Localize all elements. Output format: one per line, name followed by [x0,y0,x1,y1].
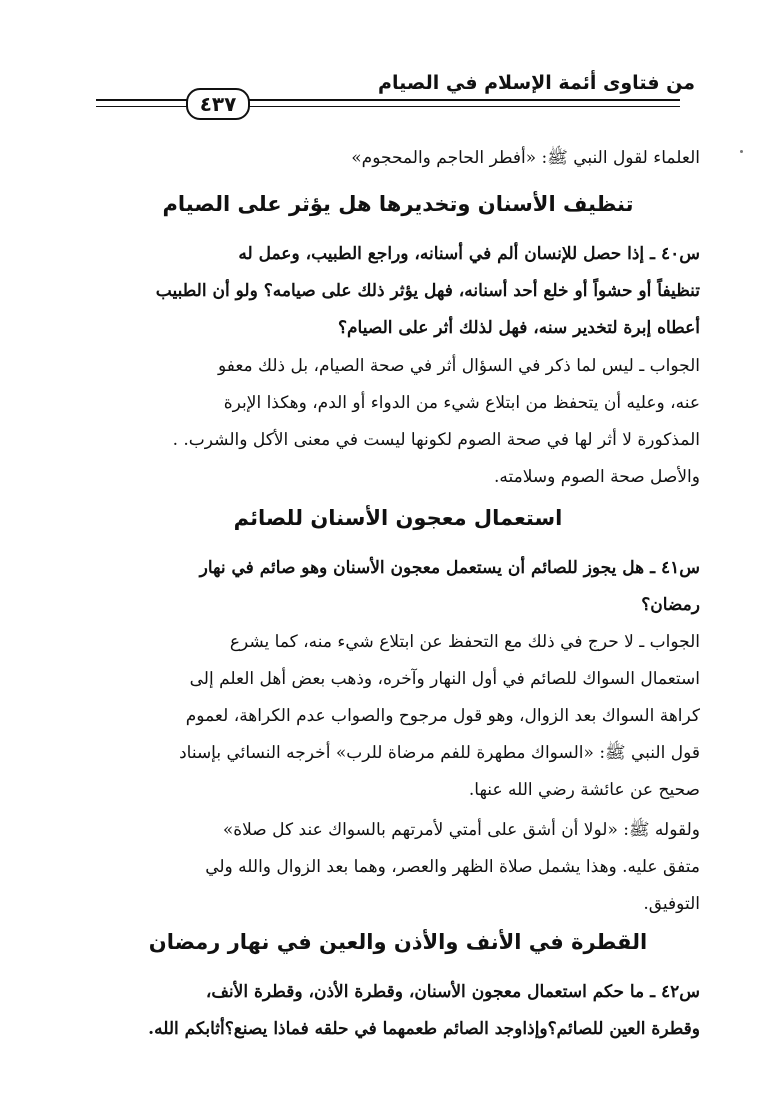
header-rule-right-thin [246,106,680,107]
text-line: العلماء لقول النبي ﷺ: «أفطر الحاجم والمحجوم» [351,148,700,168]
question-41 [96,550,700,624]
text-line: س٤٠ ـ إذا حصل للإنسان ألم في أسنانه، وراجع الطبيب، وعمل له [238,244,700,264]
text-line: استعمال السواك للصائم في أول النهار وآخره، وذهب بعض أهل العلم إلى [189,669,700,689]
text-line: متفق عليه. وهذا يشمل صلاة الظهر والعصر، وهما بعد الزوال والله ولي [205,857,700,877]
text-line: صحيح عن عائشة رضي الله عنها. [468,780,700,800]
text-line: رمضان؟ [641,595,700,615]
page-number: ٤٣٧ [186,88,250,120]
text-line: الجواب ـ لا حرج في ذلك مع التحفظ عن ابتلاع شيء منه، كما يشرع [229,632,700,652]
text-line: عنه، وعليه أن يتحفظ من ابتلاع شيء من الدواء أو الدم، وهكذا الإبرة [223,393,700,413]
scan-speck [740,150,743,153]
text-line: المذكورة لا أثر لها في صحة الصوم لكونها ليست في معنى الأكل والشرب. . [172,430,700,450]
text-line: كراهة السواك بعد الزوال، وهو قول مرجوح والصواب عدم الكراهة، لعموم [185,706,700,726]
section-heading-teeth-cleaning: تنظيف الأسنان وتخديرها هل يؤثر على الصيام [162,192,634,216]
text-line: أعطاه إبرة لتخدير سنه، فهل لذلك أثر على الصيام؟ [337,318,700,338]
running-header-title: من فتاوى أئمة الإسلام في الصيام [378,72,695,94]
answer-40 [96,348,700,496]
question-40 [96,236,700,347]
text-line: التوفيق. [643,894,700,914]
text-line: س٤١ ـ هل يجوز للصائم أن يستعمل معجون الأسنان وهو صائم في نهار [199,558,700,578]
answer-41 [96,624,700,809]
header-rule-left-thin [96,106,188,107]
text-line: ولقوله ﷺ: «لولا أن أشق على أمتي لأمرتهم بالسواك عند كل صلاة» [222,820,700,840]
hadith-paragraph [96,812,700,923]
text-line: الجواب ـ ليس لما ذكر في السؤال أثر في صحة الصيام، بل ذلك معفو [217,356,700,376]
header-rule-right-thick [246,99,680,101]
section-heading-toothpaste: استعمال معجون الأسنان للصائم [233,506,563,530]
text-line: والأصل صحة الصوم وسلامته. [494,467,700,487]
question-42 [96,974,700,1048]
text-line: قول النبي ﷺ: «السواك مطهرة للفم مرضاة للرب» أخرجه النسائي بإسناد [179,743,700,763]
text-line: وقطرة العين للصائم؟وإذاوجد الصائم طعمهما في حلقه فماذا يصنع؟أثابكم الله. [148,1019,700,1039]
intro-paragraph [96,140,700,177]
header-rule-left-thick [96,99,188,101]
text-line: س٤٢ ـ ما حكم استعمال معجون الأسنان، وقطرة الأذن، وقطرة الأنف، [205,982,700,1002]
text-line: تنظيفاً أو حشواً أو خلع أحد أسنانه، فهل يؤثر ذلك على صيامه؟ ولو أن الطبيب [155,281,700,301]
section-heading-drops: القطرة في الأنف والأذن والعين في نهار رمضان [148,930,648,954]
